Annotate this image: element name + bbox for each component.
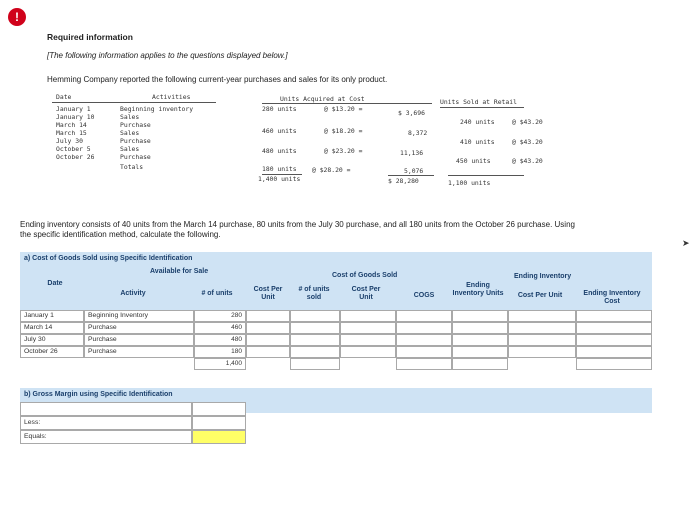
cogs-input[interactable] — [396, 322, 452, 334]
col-units-sold-header: Units Sold at Retail — [440, 98, 517, 106]
units-value: 480 — [231, 336, 242, 343]
ending-cost-input[interactable] — [576, 310, 652, 322]
row-activity: Sales — [120, 145, 140, 153]
row-activity: Sales — [120, 129, 140, 137]
cogs-input[interactable] — [396, 310, 452, 322]
units-sold-input[interactable] — [290, 334, 340, 346]
date-text: March 14 — [24, 324, 53, 331]
sold-units: 410 units — [460, 138, 495, 146]
acquired-total: 8,372 — [408, 129, 428, 137]
available-for-sale-header: Available for Sale — [150, 268, 209, 275]
total-sold-units: 1,100 units — [448, 179, 491, 187]
col-date-header: Date — [56, 93, 72, 101]
totals-label: Totals — [120, 163, 144, 171]
cogs-specific-identification-table — [20, 252, 652, 382]
cogs-input[interactable] — [396, 346, 452, 358]
row-date: October 26 — [56, 153, 95, 161]
cogs-group-header: Cost of Goods Sold — [332, 272, 398, 279]
activity-text: Purchase — [88, 336, 117, 343]
part-a-title: a) Cost of Goods Sold using Specific Identification — [24, 255, 193, 262]
instruction-text: Ending inventory consists of 40 units from the March 14 purchase, 80 units from the July 30 purchase, and all 180 units from the October 26 purchase. Using the specific identification method, calculate the following. — [20, 220, 575, 239]
cogs-cost-per-unit-input[interactable] — [340, 322, 396, 334]
acquired-cost: @ $23.20 = — [324, 147, 363, 155]
ending-cost-total-input[interactable] — [576, 358, 652, 370]
units-value: 460 — [231, 324, 242, 331]
acquired-cost: @ $18.20 = — [324, 127, 363, 135]
col-cogs: COGS — [413, 292, 435, 299]
ending-cost-input[interactable] — [576, 346, 652, 358]
cogs-total-input[interactable] — [396, 358, 452, 370]
total-rule — [448, 175, 524, 176]
info-note: [The following information applies to the questions displayed below.] — [47, 51, 288, 60]
ending-inventory-group-header: Ending Inventory — [514, 273, 572, 280]
units-sold-total-input[interactable] — [290, 358, 340, 370]
ending-units-input[interactable] — [452, 310, 508, 322]
total-acquired-units: 1,400 units — [258, 175, 301, 183]
col-ending-inventory-cost: Ending Inventory Cost — [583, 290, 641, 305]
ending-cost-per-unit-input[interactable] — [508, 334, 576, 346]
acquired-cost: @ $28.20 = — [312, 166, 351, 174]
row-date: January 10 — [56, 113, 95, 121]
cogs-cost-per-unit-input[interactable] — [340, 334, 396, 346]
sold-price: @ $43.20 — [512, 138, 543, 146]
col-ending-cost-per-unit: Cost Per Unit — [517, 292, 563, 299]
acquired-total: 5,076 — [404, 167, 424, 175]
col-cogs-cost-per-unit: Cost Per Unit — [351, 286, 381, 301]
col-activity: Activity — [120, 290, 146, 297]
acquired-total: $ 3,696 — [398, 109, 425, 117]
acquired-cost: @ $13.20 = — [324, 105, 363, 113]
row-activity: Purchase — [120, 121, 151, 129]
units-total-value: 1,400 — [225, 360, 242, 367]
acquired-units: 280 units — [262, 105, 297, 113]
ending-cost-input[interactable] — [576, 322, 652, 334]
required-information-title: Required information — [47, 32, 133, 42]
units-value: 280 — [231, 312, 242, 319]
mouse-cursor-icon: ➤ — [682, 238, 690, 248]
acquired-units: 180 units — [262, 165, 297, 173]
cost-per-unit-input[interactable] — [246, 322, 290, 334]
col-units-acquired-header: Units Acquired at Cost — [280, 95, 365, 103]
row-activity: Purchase — [120, 137, 151, 145]
row-activity: Sales — [120, 113, 140, 121]
ending-cost-input[interactable] — [576, 334, 652, 346]
sold-price: @ $43.20 — [512, 157, 543, 165]
ending-cost-per-unit-input[interactable] — [508, 322, 576, 334]
acquired-units: 460 units — [262, 127, 297, 135]
less-row-label-cell[interactable] — [20, 416, 192, 430]
header-rule — [262, 103, 432, 104]
units-sold-input[interactable] — [290, 346, 340, 358]
row-date: January 1 — [56, 105, 91, 113]
row-activity: Beginning inventory — [120, 105, 194, 113]
less-label: Less: — [24, 419, 41, 426]
cost-per-unit-input[interactable] — [246, 334, 290, 346]
activity-text: Purchase — [88, 324, 117, 331]
cogs-cost-per-unit-input[interactable] — [340, 310, 396, 322]
gross-margin-table — [20, 388, 652, 458]
date-text: October 26 — [24, 348, 58, 355]
row-date: July 30 — [56, 137, 83, 145]
total-rule — [388, 175, 434, 176]
ending-units-total-input[interactable] — [452, 358, 508, 370]
units-sold-input[interactable] — [290, 310, 340, 322]
sold-units: 240 units — [460, 118, 495, 126]
ending-cost-per-unit-input[interactable] — [508, 310, 576, 322]
col-activities-header: Activities — [152, 93, 191, 101]
header-rule — [52, 102, 216, 103]
ending-units-input[interactable] — [452, 346, 508, 358]
cogs-cost-per-unit-input[interactable] — [340, 346, 396, 358]
gross-margin-amount-input[interactable] — [192, 402, 246, 416]
gross-margin-label-input[interactable] — [20, 402, 192, 416]
equals-label: Equals: — [24, 433, 47, 440]
header-rule — [440, 107, 524, 108]
date-text: January 1 — [24, 312, 54, 319]
cost-per-unit-input[interactable] — [246, 310, 290, 322]
sold-price: @ $43.20 — [512, 118, 543, 126]
col-units-sold: # of units sold — [298, 286, 330, 301]
units-sold-input[interactable] — [290, 322, 340, 334]
gross-margin-result-input[interactable] — [192, 430, 246, 444]
col-cost-per-unit: Cost Per Unit — [253, 286, 283, 301]
total-acquired-cost: $ 28,280 — [388, 177, 419, 185]
alert-icon: ! — [8, 8, 26, 26]
row-date: March 14 — [56, 121, 87, 129]
ending-units-input[interactable] — [452, 322, 508, 334]
row-activity: Purchase — [120, 153, 151, 161]
cost-per-unit-input[interactable] — [246, 346, 290, 358]
col-date: Date — [47, 280, 63, 287]
acquired-units: 480 units — [262, 147, 297, 155]
activity-text: Beginning Inventory — [88, 312, 149, 319]
row-date: March 15 — [56, 129, 87, 137]
col-ending-inventory-units: Ending Inventory Units — [452, 282, 504, 297]
less-amount-input[interactable] — [192, 416, 246, 430]
activity-text: Purchase — [88, 348, 117, 355]
units-value: 180 — [231, 348, 242, 355]
acquired-total: 11,136 — [400, 149, 424, 157]
purchases-sales-table — [52, 93, 543, 193]
row-date: October 5 — [56, 145, 91, 153]
date-text: July 30 — [24, 336, 46, 343]
col-num-units: # of units — [201, 290, 233, 297]
cogs-input[interactable] — [396, 334, 452, 346]
intro-text: Hemming Company reported the following current-year purchases and sales for its only product. — [47, 75, 388, 84]
part-b-title: b) Gross Margin using Specific Identification — [24, 391, 173, 398]
ending-cost-per-unit-input[interactable] — [508, 346, 576, 358]
ending-units-input[interactable] — [452, 334, 508, 346]
sold-units: 450 units — [456, 157, 491, 165]
